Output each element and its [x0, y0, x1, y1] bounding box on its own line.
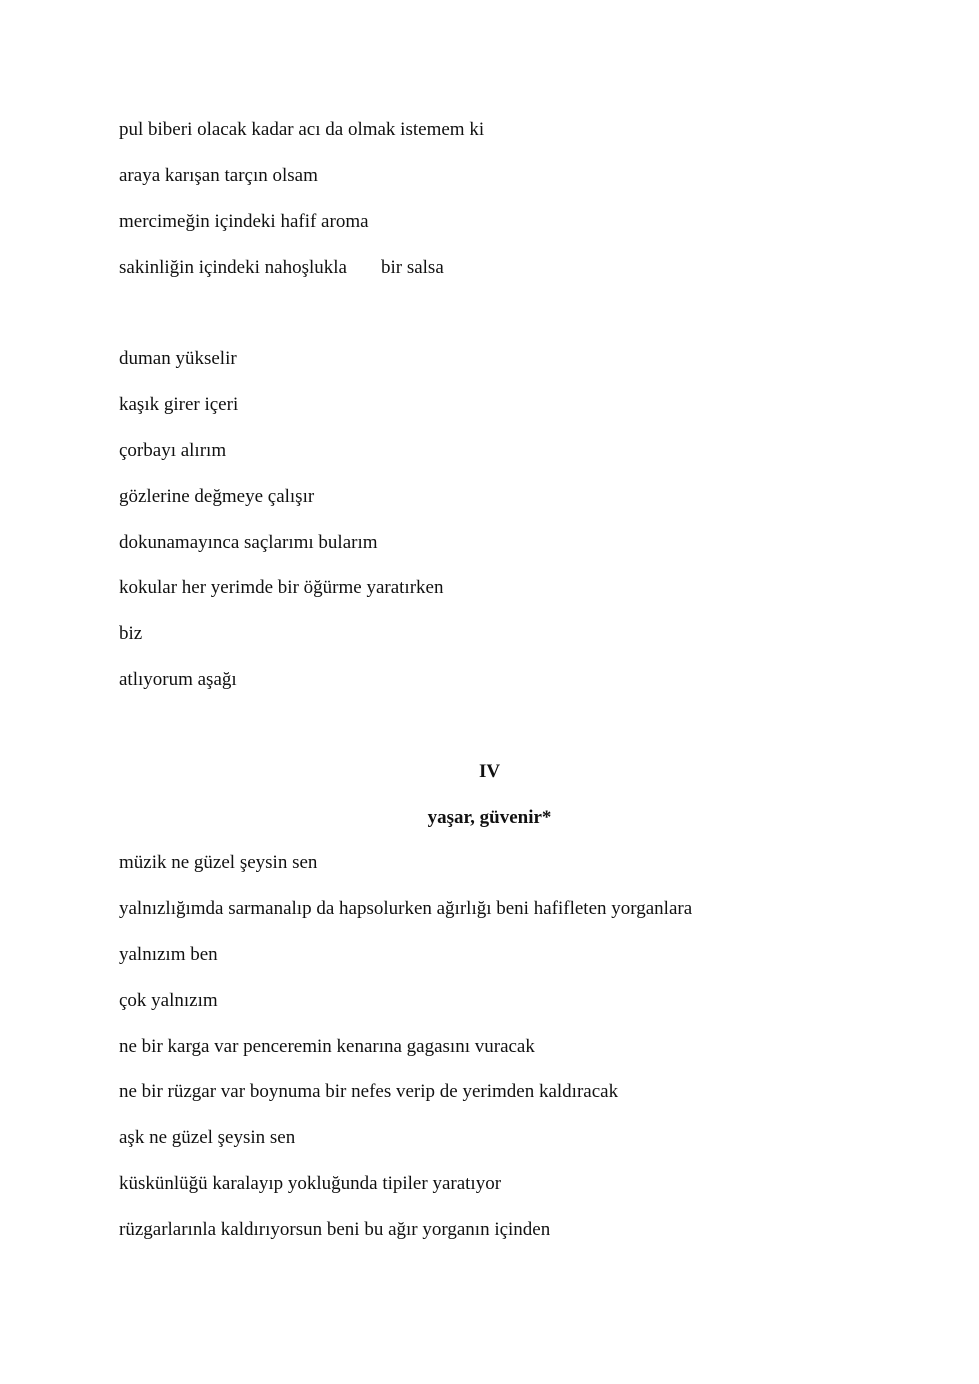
- poem-line: [119, 256, 444, 280]
- poem-line: kaşık girer içeri: [119, 394, 239, 415]
- poem-line: ne bir karga var penceremin kenarına gagasını vuracak: [119, 1036, 535, 1057]
- poem-line: mercimeğin içindeki hafif aroma: [119, 211, 369, 232]
- poem-line: atlıyorum aşağı: [119, 669, 237, 690]
- poem-line: gözlerine değmeye çalışır: [119, 486, 315, 507]
- poem-line: biz: [119, 623, 143, 644]
- section-number: IV: [478, 761, 501, 782]
- poem-line: yalnızım ben: [119, 944, 218, 965]
- poem-line: kokular her yerimde bir öğürme yaratırken: [119, 577, 444, 598]
- poem-line: dokunamayınca saçlarımı bularım: [119, 532, 378, 553]
- section-title: yaşar, güvenir*: [427, 807, 552, 828]
- poem-line: çorbayı alırım: [119, 440, 227, 461]
- poem-line-part: bir salsa: [380, 257, 444, 278]
- poem-line: aşk ne güzel şeysin sen: [119, 1127, 296, 1148]
- poem-line: pul biberi olacak kadar acı da olmak istemem ki: [119, 119, 485, 140]
- poem-line: müzik ne güzel şeysin sen: [119, 852, 318, 873]
- poem-line: duman yükselir: [119, 348, 237, 369]
- poem-line: çok yalnızım: [119, 990, 218, 1011]
- poem-line: rüzgarlarınla kaldırıyorsun beni bu ağır yorganın içinden: [119, 1219, 551, 1240]
- poem-line: yalnızlığımda sarmanalıp da hapsolurken ağırlığı beni hafifleten yorganlara: [119, 898, 693, 919]
- poem-line: ne bir rüzgar var boynuma bir nefes verip de yerimden kaldıracak: [119, 1081, 619, 1102]
- poem-line: küskünlüğü karalayıp yokluğunda tipiler yaratıyor: [119, 1173, 502, 1194]
- poem-line-part: sakinliğin içindeki nahoşlukla: [119, 257, 347, 278]
- poem-line: araya karışan tarçın olsam: [119, 165, 318, 186]
